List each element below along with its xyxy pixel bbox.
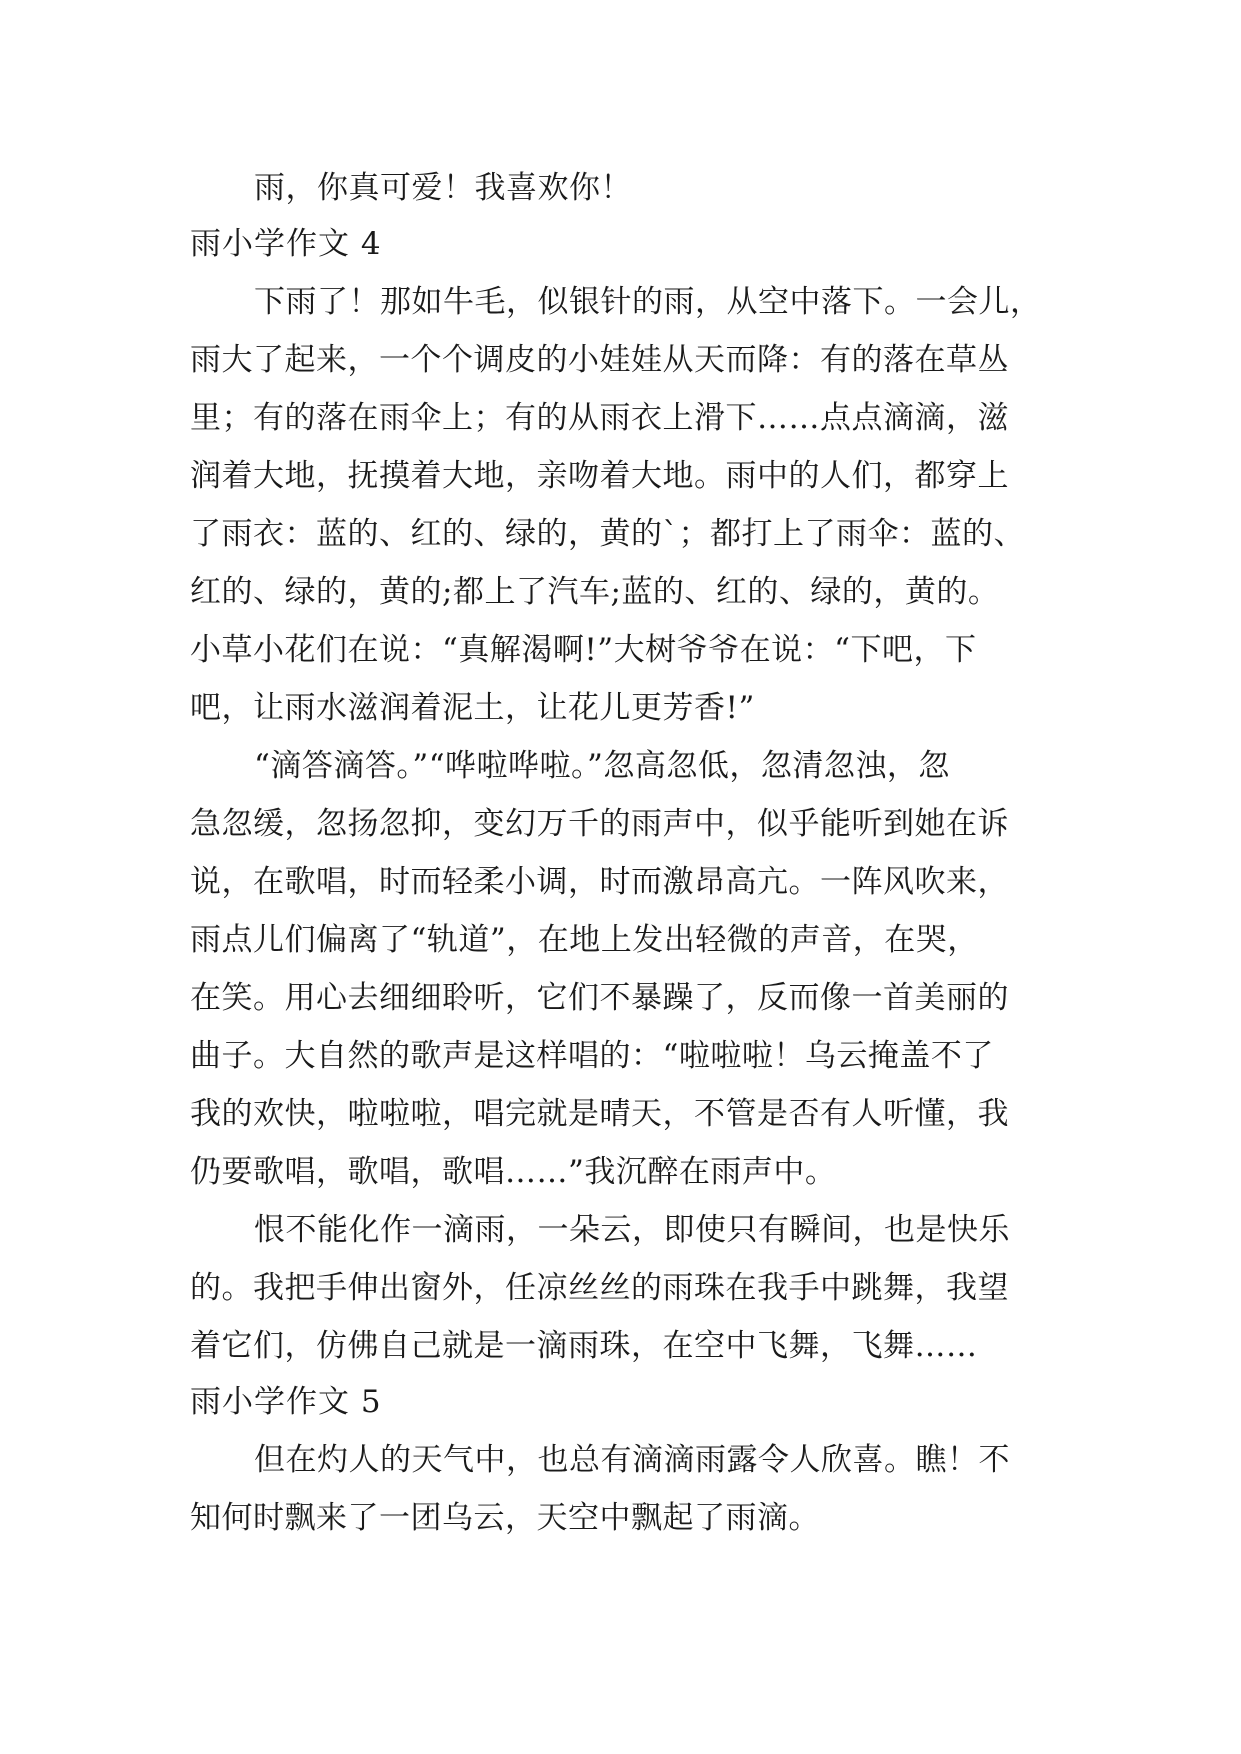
paragraph-line: 红的、绿的，黄的;都上了汽车;蓝的、红的、绿的，黄的。 (190, 574, 1000, 610)
paragraph-line: 我的欢快，啦啦啦，唱完就是晴天，不管是否有人听懂，我 (190, 1096, 1009, 1132)
paragraph-line: 里；有的落在雨伞上；有的从雨衣上滑下……点点滴滴，滋 (190, 400, 1009, 436)
paragraph-line: 雨大了起来，一个个调皮的小娃娃从天而降：有的落在草丛 (190, 342, 1009, 378)
paragraph-line: 说，在歌唱，时而轻柔小调，时而激昂高亢。一阵风吹来， (190, 864, 1009, 900)
paragraph-line: 但在灼人的天气中，也总有滴滴雨露令人欣喜。瞧！不 (254, 1442, 1010, 1478)
paragraph-line: 下雨了！那如牛毛，似银针的雨，从空中落下。一会儿， (254, 284, 1042, 320)
section-heading: 雨小学作文 4 (190, 226, 382, 262)
paragraph-line: 的。我把手伸出窗外，任凉丝丝的雨珠在我手中跳舞，我望 (190, 1270, 1009, 1306)
paragraph-line: 知何时飘来了一团乌云，天空中飘起了雨滴。 (190, 1500, 820, 1536)
paragraph-line: 仍要歌唱，歌唱，歌唱……”我沉醉在雨声中。 (190, 1154, 837, 1190)
paragraph-line: 雨点儿们偏离了“轨道”，在地上发出轻微的声音，在哭， (190, 922, 979, 958)
paragraph-line: 急忽缓，忽扬忽抑，变幻万千的雨声中，似乎能听到她在诉 (190, 806, 1009, 842)
paragraph-line: 了雨衣：蓝的、红的、绿的，黄的`；都打上了雨伞：蓝的、 (190, 516, 1025, 552)
paragraph-line: 恨不能化作一滴雨，一朵云，即使只有瞬间，也是快乐 (254, 1212, 1010, 1248)
paragraph-line: 吧，让雨水滋润着泥土，让花儿更芳香!” (190, 690, 755, 726)
paragraph-line: 小草小花们在说：“真解渴啊!”大树爷爷在说：“下吧，下 (190, 632, 977, 668)
paragraph-line: 在笑。用心去细细聆听，它们不暴躁了，反而像一首美丽的 (190, 980, 1009, 1016)
paragraph-line: 雨，你真可爱！我喜欢你！ (254, 170, 632, 206)
section-heading: 雨小学作文 5 (190, 1384, 382, 1420)
paragraph-line: 润着大地，抚摸着大地，亲吻着大地。雨中的人们，都穿上 (190, 458, 1009, 494)
paragraph-line: 着它们，仿佛自己就是一滴雨珠，在空中飞舞，飞舞…… (190, 1328, 978, 1364)
paragraph-line: 曲子。大自然的歌声是这样唱的：“啦啦啦！乌云掩盖不了 (190, 1038, 994, 1074)
paragraph-line: “滴答滴答。”“哗啦哗啦。”忽高忽低，忽清忽浊，忽 (254, 748, 950, 784)
